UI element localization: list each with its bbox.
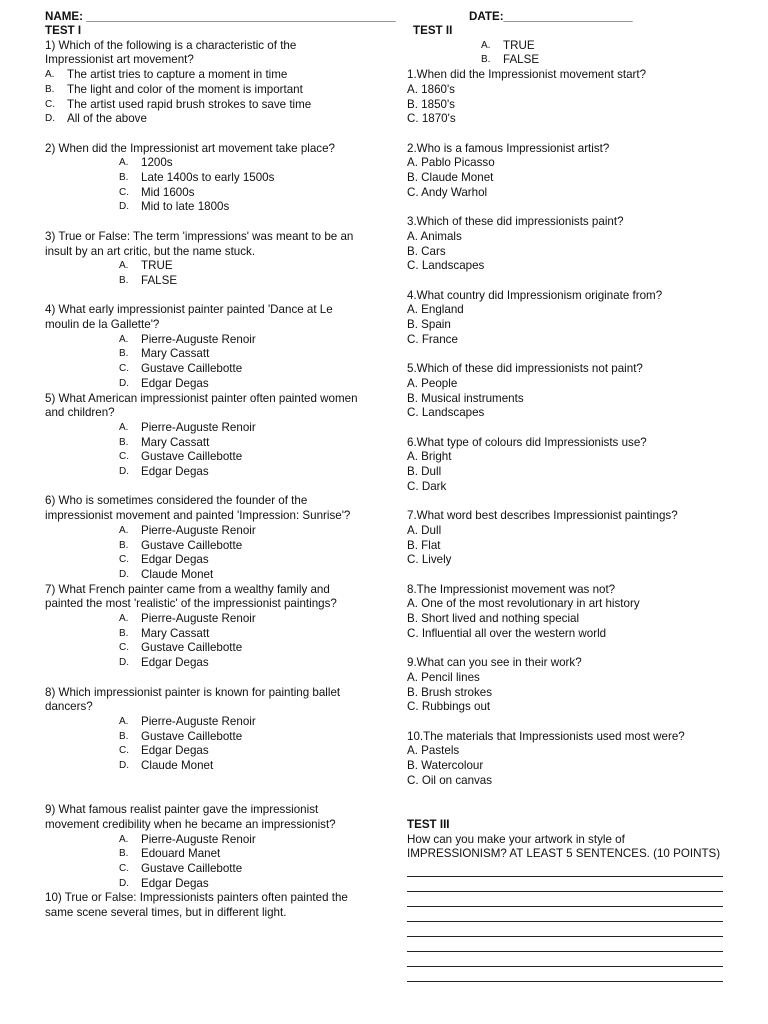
date-field[interactable]: DATE:____________________ <box>469 10 633 23</box>
option[interactable]: B. Edouard Manet <box>119 847 221 861</box>
option[interactable]: B. Musical instruments <box>407 391 524 405</box>
question-2-7: 7.What word best describes Impressionist paintings? <box>407 509 678 523</box>
option[interactable]: A. Pablo Picasso <box>407 156 495 170</box>
option[interactable]: C. Gustave Caillebotte <box>119 450 243 464</box>
test-2-column <box>407 24 725 982</box>
test-1-title: TEST I <box>45 24 82 37</box>
option[interactable]: A. Dull <box>407 523 442 537</box>
option[interactable]: A. TRUE <box>119 259 173 273</box>
option[interactable]: A. Pastels <box>407 744 460 758</box>
option[interactable]: C. 1870's <box>407 112 456 126</box>
option[interactable]: B. Brush strokes <box>407 685 493 699</box>
option[interactable]: C. Dark <box>407 479 447 493</box>
question-3: 3) True or False: The term 'impressions' was meant to be an insult by an art critic, but the name stuck. <box>45 229 354 258</box>
option[interactable]: C. Landscapes <box>407 259 485 273</box>
question-2-10: 10.The materials that Impressionists used most were? <box>407 729 685 743</box>
test-1-column <box>45 24 367 921</box>
question-6: 6) Who is sometimes considered the founder of the impressionist movement and painted 'Impression: Sunrise'? <box>45 494 351 523</box>
question-2-5: 5.Which of these did impressionists not paint? <box>407 362 643 376</box>
option[interactable]: B. Claude Monet <box>407 171 494 185</box>
option[interactable]: A. 1200s <box>119 156 173 170</box>
option[interactable]: C. Edgar Degas <box>119 744 209 758</box>
option[interactable]: C. Lively <box>407 553 452 567</box>
option[interactable]: A. Pierre-Auguste Renoir <box>119 714 256 728</box>
option[interactable]: C. Influential all over the western world <box>407 626 607 640</box>
option[interactable]: B. Short lived and nothing special <box>407 612 580 626</box>
question-2-options <box>45 156 367 215</box>
question-3-options <box>45 259 367 288</box>
option[interactable]: A. Pierre-Auguste Renoir <box>119 523 256 537</box>
option[interactable]: C. Gustave Caillebotte <box>119 641 243 655</box>
option[interactable]: B. Spain <box>407 318 451 332</box>
option[interactable]: B. Mary Cassatt <box>119 626 210 640</box>
question-2-1: 1.When did the Impressionist movement start? <box>407 68 647 82</box>
option[interactable]: B. Late 1400s to early 1500s <box>119 171 275 185</box>
option[interactable]: B. Dull <box>407 465 442 479</box>
answer-line[interactable] <box>407 952 723 967</box>
option[interactable]: A. Pencil lines <box>407 670 480 684</box>
option[interactable]: C. Oil on canvas <box>407 773 493 787</box>
test-3-prompt: How can you make your artwork in style of IMPRESSIONISM? AT LEAST 5 SENTENCES. (10 POINTS) <box>407 832 721 861</box>
option[interactable]: C. Gustave Caillebotte <box>119 861 243 875</box>
answer-line[interactable] <box>407 922 723 937</box>
option[interactable]: C. Andy Warhol <box>407 185 488 199</box>
answer-line[interactable] <box>407 967 723 982</box>
option[interactable]: B. Mary Cassatt <box>119 435 210 449</box>
option[interactable]: C. Gustave Caillebotte <box>119 362 243 376</box>
option[interactable]: B. The light and color of the moment is important <box>45 82 303 96</box>
option[interactable]: A. Pierre-Auguste Renoir <box>119 832 256 846</box>
question-2-8: 8.The Impressionist movement was not? <box>407 582 616 596</box>
option[interactable]: A. The artist tries to capture a moment in time <box>45 68 288 82</box>
option[interactable]: B. Mary Cassatt <box>119 347 210 361</box>
question-10: 10) True or False: Impressionists painters often painted the same scene several times, but in different light. <box>45 891 348 920</box>
option[interactable]: B. FALSE <box>481 53 540 67</box>
option[interactable]: B. FALSE <box>119 273 178 287</box>
question-4: 4) What early impressionist painter painted 'Dance at Le moulin de la Gallette'? <box>45 303 333 332</box>
option[interactable]: A. People <box>407 376 458 390</box>
option[interactable]: A. Pierre-Auguste Renoir <box>119 420 256 434</box>
option[interactable]: A. One of the most revolutionary in art history <box>407 597 640 611</box>
question-4-options <box>45 333 367 392</box>
question-2-3: 3.Which of these did impressionists paint? <box>407 215 624 229</box>
question-2: 2) When did the Impressionist art movement take place? <box>45 141 335 155</box>
test-2-title: TEST II <box>413 24 453 37</box>
option[interactable]: A. Pierre-Auguste Renoir <box>119 332 256 346</box>
option[interactable]: A. 1860's <box>407 82 455 96</box>
option[interactable]: D. Claude Monet <box>119 567 214 581</box>
option[interactable]: C. France <box>407 332 458 346</box>
question-6-options <box>45 524 367 583</box>
name-field[interactable]: NAME: ________________________________________________ <box>45 10 396 23</box>
answer-line[interactable] <box>407 892 723 907</box>
answer-lines[interactable] <box>407 862 725 982</box>
option[interactable]: A. TRUE <box>481 38 535 52</box>
option[interactable]: B. Gustave Caillebotte <box>119 538 243 552</box>
question-7: 7) What French painter came from a wealthy family and painted the most 'realistic' of the impressionist paintings? <box>45 582 337 611</box>
option[interactable]: A. Animals <box>407 229 462 243</box>
question-7-options <box>45 612 367 671</box>
test-2-true-false-options <box>407 39 725 68</box>
question-9: 9) What famous realist painter gave the impressionist movement credibility when he became an impressionist? <box>45 803 336 831</box>
option[interactable]: C. Edgar Degas <box>119 553 209 567</box>
question-8-options <box>45 715 367 774</box>
question-2-6: 6.What type of colours did Impressionists use? <box>407 435 647 449</box>
answer-line[interactable] <box>407 862 723 877</box>
option[interactable]: A. Pierre-Auguste Renoir <box>119 612 256 626</box>
answer-line[interactable] <box>407 907 723 922</box>
question-8: 8) Which impressionist painter is known for painting ballet dancers? <box>45 685 341 714</box>
question-1-options <box>45 68 367 127</box>
option[interactable]: D. Claude Monet <box>119 759 214 773</box>
question-9-options <box>45 833 367 892</box>
option[interactable]: C. The artist used rapid brush strokes to save time <box>45 97 312 111</box>
answer-line[interactable] <box>407 877 723 892</box>
option[interactable]: B. Flat <box>407 538 441 552</box>
header <box>45 8 735 24</box>
option[interactable]: C. Mid 1600s <box>119 185 195 199</box>
option[interactable]: B. Cars <box>407 244 446 258</box>
option[interactable]: A. England <box>407 303 464 317</box>
answer-line[interactable] <box>407 937 723 952</box>
option[interactable]: B. Gustave Caillebotte <box>119 729 243 743</box>
test-3-title: TEST III <box>407 817 450 831</box>
option[interactable]: A. Bright <box>407 450 452 464</box>
question-1: 1) Which of the following is a characteristic of the Impressionist art movement? <box>45 38 297 67</box>
question-2-2: 2.Who is a famous Impressionist artist? <box>407 141 610 155</box>
question-2-9: 9.What can you see in their work? <box>407 656 582 670</box>
option[interactable]: D. All of the above <box>45 112 147 126</box>
option[interactable]: B. 1850's <box>407 97 455 111</box>
option[interactable]: D. Edgar Degas <box>119 656 209 670</box>
option[interactable]: B. Watercolour <box>407 759 484 773</box>
option[interactable]: D. Edgar Degas <box>119 465 209 479</box>
question-2-4: 4.What country did Impressionism originate from? <box>407 288 663 302</box>
question-5: 5) What American impressionist painter often painted women and children? <box>45 391 358 420</box>
option[interactable]: D. Edgar Degas <box>119 876 209 890</box>
option[interactable]: D. Edgar Degas <box>119 376 209 390</box>
question-5-options <box>45 421 367 480</box>
option[interactable]: C. Rubbings out <box>407 700 491 714</box>
option[interactable]: D. Mid to late 1800s <box>119 200 230 214</box>
option[interactable]: C. Landscapes <box>407 406 485 420</box>
